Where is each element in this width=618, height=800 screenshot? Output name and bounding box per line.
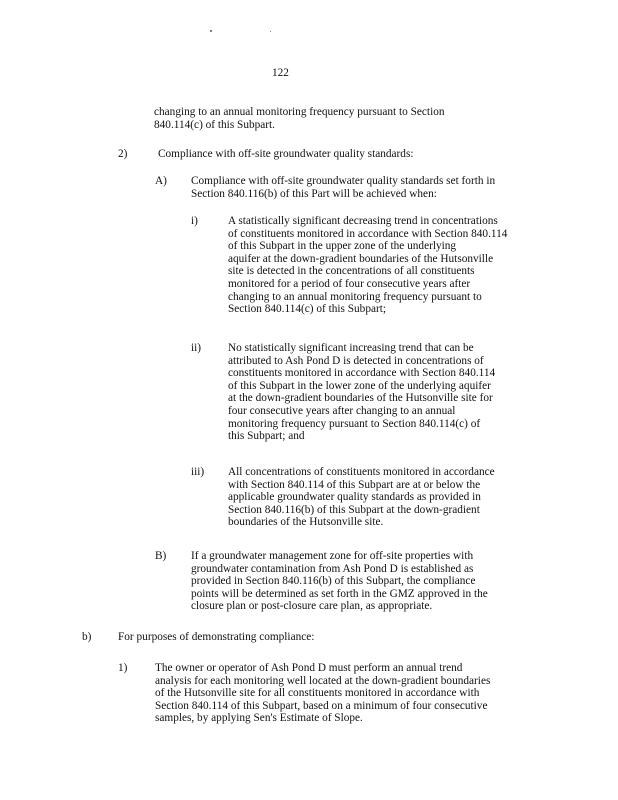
text-line: monitored for a period of four consecutive years after (228, 277, 471, 290)
text-line: groundwater contamination from Ash Pond D is established as (191, 562, 474, 575)
text-line: Section 840.116(b) of this Part will be achieved when: (191, 187, 437, 200)
text-line: of the Hutsonville site for all constituents monitored in accordance with (155, 687, 480, 700)
text-line: Section 840.116(b) of this Subpart at the down-gradient (228, 503, 480, 516)
text-line: of this Subpart in the lower zone of the underlying aquifer (228, 379, 491, 392)
text-line: No statistically significant increasing trend that can be (228, 342, 474, 354)
text-line: 840.114(c) of this Subpart. (154, 118, 276, 131)
text-line: with Section 840.114 of this Subpart are at or below the (228, 478, 481, 491)
text-line: site is detected in the concentrations of all constituents (228, 265, 475, 278)
text-line: attributed to Ash Pond D is detected in concentrations of (228, 354, 484, 367)
text-line: applicable groundwater quality standards as provided in (228, 491, 481, 504)
text-line: If a groundwater management zone for off-site properties with (191, 550, 474, 562)
text-line: of this Subpart in the upper zone of the underlying (228, 240, 457, 253)
paragraph-2-A-i (228, 215, 507, 316)
paragraph-2 (158, 148, 413, 161)
text-line: at the down-gradient boundaries of the Hutsonville site for (228, 392, 493, 405)
text-line: changing to an annual monitoring frequency pursuant to (228, 290, 482, 303)
paragraph-continuation (154, 106, 445, 131)
text-line: this Subpart; and (228, 430, 305, 443)
text-line: provided in Section 840.116(b) of this Subpart, the compliance (191, 575, 476, 588)
paragraph-2-A (191, 175, 495, 200)
text-line: samples, by applying Sen's Estimate of Slope. (155, 712, 363, 725)
text-line: points will be determined as set forth in the GMZ approved in the (191, 587, 488, 600)
paragraph-2-A-ii (228, 342, 495, 443)
item-label-1: 1) (118, 662, 128, 674)
text-line: constituents monitored in accordance with Section 840.114 (228, 367, 496, 380)
item-label-i: i) (191, 215, 198, 227)
text-line: A statistically significant decreasing trend in concentrations (228, 215, 498, 227)
paragraph-2-A-iii (228, 466, 495, 529)
scan-artifact (270, 31, 271, 32)
paragraph-2-B (191, 550, 488, 613)
text-line: Section 840.114 of this Subpart, based on a minimum of four consecutive (155, 699, 488, 712)
item-label-ii: ii) (191, 342, 202, 354)
text-line: analysis for each monitoring well located at the down-gradient boundaries (155, 674, 491, 687)
scan-artifact (210, 30, 212, 32)
text-line: Section 840.114(c) of this Subpart; (228, 303, 387, 316)
text-line: All concentrations of constituents monitored in accordance (228, 466, 495, 478)
item-label-b: b) (82, 631, 92, 643)
text-line: boundaries of the Hutsonville site. (228, 516, 384, 529)
text-line: aquifer at the down-gradient boundaries of the Hutsonville (228, 252, 494, 265)
text-line: Compliance with off-site groundwater quality standards: (158, 148, 414, 160)
item-label-B: B) (155, 550, 167, 562)
paragraph-b (118, 631, 314, 644)
paragraph-b-1 (155, 662, 490, 725)
item-label-A: A) (155, 175, 167, 187)
text-line: The owner or operator of Ash Pond D must perform an annual trend (155, 662, 463, 674)
item-label-iii: iii) (191, 466, 205, 478)
text-line: closure plan or post-closure care plan, as appropriate. (191, 600, 433, 613)
text-line: of constituents monitored in accordance with Section 840.114 (228, 227, 508, 240)
text-line: changing to an annual monitoring frequency pursuant to Section (154, 106, 445, 118)
text-line: For purposes of demonstrating compliance: (118, 631, 315, 643)
text-line: four consecutive years after changing to an annual (228, 404, 456, 417)
text-line: monitoring frequency pursuant to Section 840.114(c) of (228, 417, 481, 430)
item-label-2: 2) (118, 148, 128, 160)
page-number: 122 (272, 67, 289, 79)
text-line: Compliance with off-site groundwater quality standards set forth in (191, 175, 496, 187)
